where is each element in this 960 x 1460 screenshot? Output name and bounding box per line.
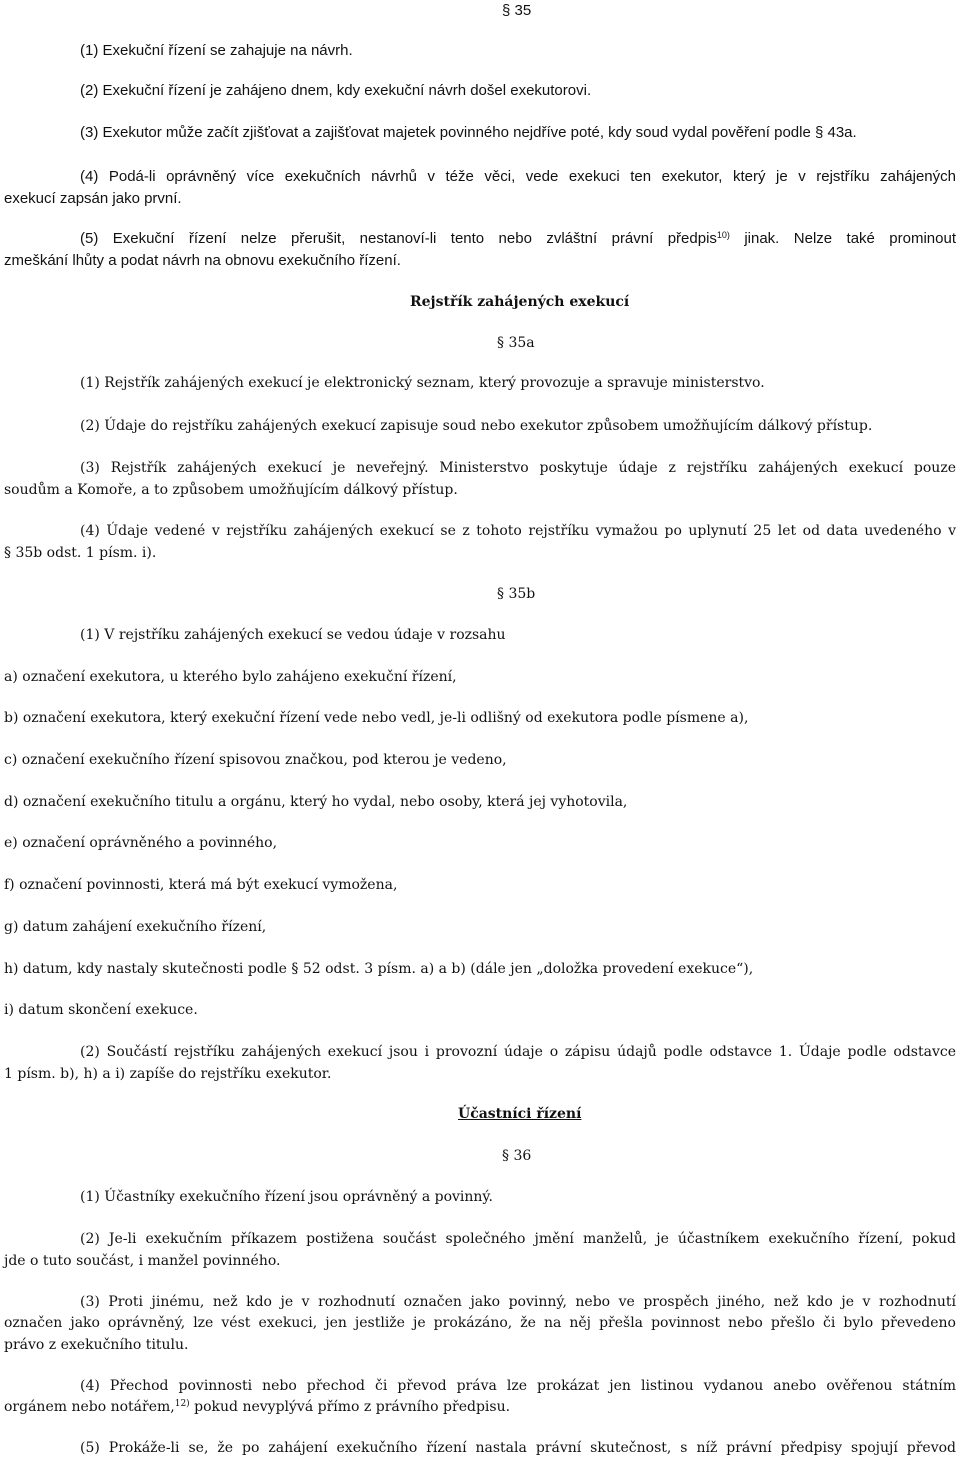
section-35a-paragraph-4-line-2: § 35b odst. 1 písm. i). (4, 545, 157, 561)
section-35b-paragraph-1: (1) V rejstříku zahájených exekucí se vedou údaje v rozsahu (80, 627, 506, 643)
list-item-a: a) označení exekutora, u kterého bylo zahájeno exekuční řízení, (4, 669, 457, 685)
footnote-ref-10: 10) (716, 230, 730, 240)
section-36-paragraph-3-line-2: označen jako oprávněný, lze vést exekuci, jen jestliže je prokázáno, že na něj přešla povinnost nebo přešlo či bylo převedeno (4, 1315, 956, 1331)
list-item-i: i) datum skončení exekuce. (4, 1002, 198, 1018)
list-item-f: f) označení povinnosti, která má být exekucí vymožena, (4, 877, 398, 893)
section-36-paragraph-5-line-1: (5) Prokáže-li se, že po zahájení exekučního řízení nastala právní skutečnost, s níž právní předpisy spojují převod (80, 1440, 956, 1456)
section-35-paragraph-5-line-2: zmeškání lhůty a podat návrh na obnovu exekučního řízení. (4, 252, 401, 269)
section-35a-paragraph-3-line-1: (3) Rejstřík zahájených exekucí je neveřejný. Ministerstvo poskytuje údaje z rejstříku zahájených exekucí pouze (80, 460, 956, 476)
section-36-title: § 36 (502, 1148, 532, 1164)
section-35b-paragraph-2-line-1: (2) Součástí rejstříku zahájených exekucí jsou i provozní údaje o zápisu údajů podle odstavce 1. Údaje podle odstavce (80, 1044, 956, 1060)
registry-heading: Rejstřík zahájených exekucí (410, 294, 630, 310)
section-36-paragraph-4-line-1: (4) Přechod povinnosti nebo přechod či převod práva lze prokázat jen listinou vydanou anebo ověřenou státním (80, 1378, 956, 1394)
list-item-g: g) datum zahájení exekučního řízení, (4, 919, 267, 935)
section-35-paragraph-3: (3) Exekutor může začít zjišťovat a zajišťovat majetek povinného nejdříve poté, kdy soud vydal pověření podle § 43a. (80, 124, 857, 141)
section-35-paragraph-4-line-2: exekucí zapsán jako první. (4, 190, 182, 207)
section-35-paragraph-2: (2) Exekuční řízení je zahájeno dnem, kdy exekuční návrh došel exekutorovi. (80, 82, 592, 99)
list-item-d: d) označení exekučního titulu a orgánu, který ho vydal, nebo osoby, která jej vyhotovila, (4, 794, 628, 810)
section-35b-paragraph-2-line-2: 1 písm. b), h) a i) zapíše do rejstříku exekutor. (4, 1066, 332, 1082)
list-item-c: c) označení exekučního řízení spisovou značkou, pod kterou je vedeno, (4, 752, 507, 768)
section-36-paragraph-3-line-1: (3) Proti jinému, než kdo je v rozhodnutí označen jako povinný, nebo ve prospěch jiného, než kdo je v rozhodnutí (80, 1294, 956, 1310)
section-36-paragraph-2-line-2: jde o tuto součást, i manžel povinného. (4, 1253, 281, 1269)
section-35a-paragraph-2: (2) Údaje do rejstříku zahájených exekucí zapisuje soud nebo exekutor způsobem umožňujícím dálkový přístup. (80, 418, 873, 434)
section-35a-title: § 35a (497, 335, 535, 351)
section-35a-paragraph-1: (1) Rejstřík zahájených exekucí je elektronický seznam, který provozuje a spravuje ministerstvo. (80, 375, 765, 391)
section-36-paragraph-3-line-3: právo z exekučního titulu. (4, 1337, 189, 1353)
section-35-title: § 35 (502, 2, 532, 19)
footnote-ref-12: 12) (174, 1399, 190, 1409)
list-item-h: h) datum, kdy nastaly skutečnosti podle § 52 odst. 3 písm. a) a b) (dále jen „doložka provedení exekuce“), (4, 961, 754, 977)
section-35-paragraph-1: (1) Exekuční řízení se zahajuje na návrh. (80, 42, 353, 59)
section-35-paragraph-5-line-1: (5) Exekuční řízení nelze přerušit, nestanoví-li tento nebo zvláštní právní předpis$^{10)}$ jinak. Nelze také prominout (80, 230, 956, 247)
section-36-paragraph-2-line-1: (2) Je-li exekučním příkazem postižena součást společného jmění manželů, je účastníkem exekučního řízení, pokud (80, 1231, 956, 1247)
section-35a-paragraph-4-line-1: (4) Údaje vedené v rejstříku zahájených exekucí se z tohoto rejstříku vymažou po uplynutí 25 let od data uvedeného v (80, 523, 956, 539)
section-35b-title: § 35b (497, 586, 536, 602)
list-item-b: b) označení exekutora, který exekuční řízení vede nebo vedl, je-li odlišný od exekutora podle písmene a), (4, 710, 749, 726)
section-36-paragraph-1: (1) Účastníky exekučního řízení jsou oprávněný a povinný. (80, 1189, 493, 1205)
section-36-paragraph-4-line-2: orgánem nebo notářem,$^{12)}$ pokud nevyplývá přímo z právního předpisu. (4, 1399, 511, 1415)
section-35a-paragraph-3-line-2: soudům a Komoře, a to způsobem umožňujícím dálkový přístup. (4, 482, 458, 498)
list-item-e: e) označení oprávněného a povinného, (4, 835, 278, 851)
section-35-paragraph-4-line-1: (4) Podá-li oprávněný více exekučních návrhů v téže věci, vede exekuci ten exekutor, který je v rejstříku zahájených (80, 168, 956, 185)
participants-heading: Účastníci řízení (458, 1106, 582, 1122)
